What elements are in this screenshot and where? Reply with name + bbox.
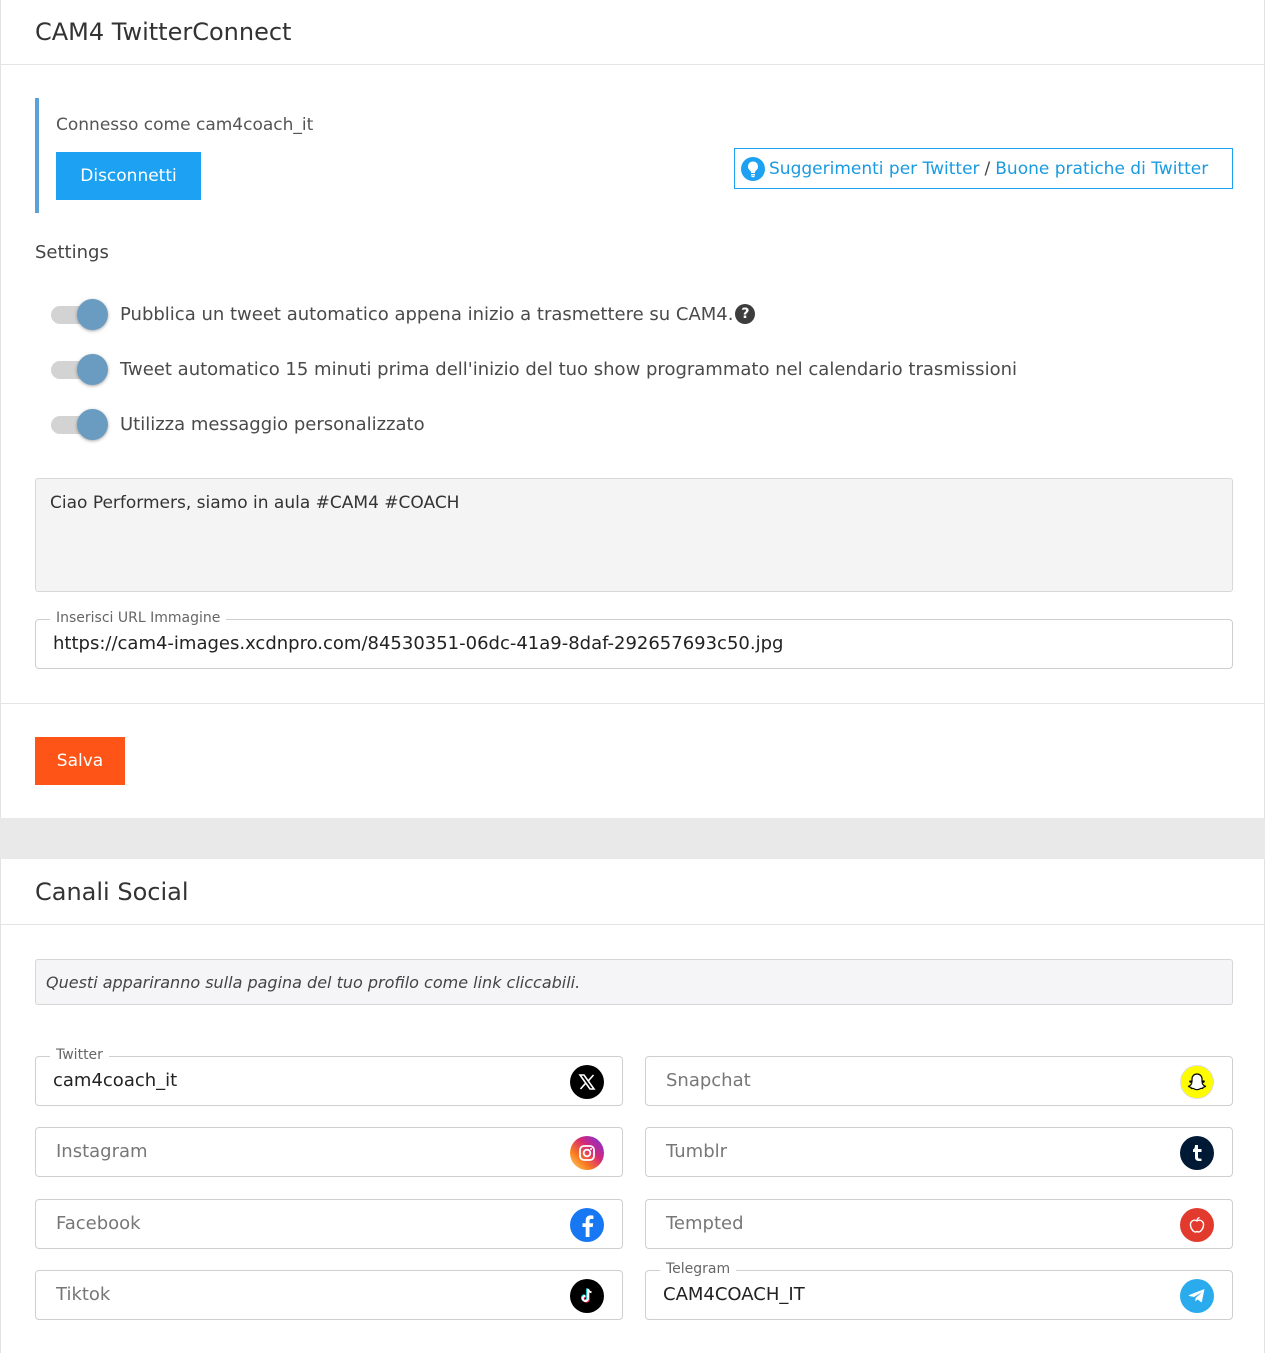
toggle-label: Pubblica un tweet automatico appena inizio a trasmettere su CAM4. bbox=[120, 303, 734, 325]
settings-heading: Settings bbox=[35, 242, 109, 263]
facebook-icon bbox=[570, 1208, 604, 1242]
twitter-value: cam4coach_it bbox=[53, 1070, 178, 1091]
snapchat-icon bbox=[1180, 1065, 1214, 1099]
instagram-icon bbox=[570, 1136, 604, 1170]
toggle-row-auto-tweet-live bbox=[51, 298, 755, 330]
tempted-placeholder: Tempted bbox=[666, 1213, 744, 1234]
snapchat-field[interactable] bbox=[645, 1056, 1233, 1106]
tiktok-icon bbox=[570, 1279, 604, 1313]
tiktok-field[interactable] bbox=[35, 1270, 623, 1320]
disconnect-button[interactable]: Disconnetti bbox=[56, 152, 201, 200]
divider bbox=[1, 703, 1265, 704]
auto-tweet-live-toggle[interactable] bbox=[51, 298, 109, 330]
panel-title: Canali Social bbox=[35, 878, 189, 906]
x-icon bbox=[570, 1065, 604, 1099]
custom-message-toggle[interactable] bbox=[51, 408, 109, 440]
divider bbox=[1, 64, 1265, 65]
custom-message-textarea[interactable]: Ciao Performers, siamo in aula #CAM4 #COACH bbox=[35, 478, 1233, 592]
telegram-value: CAM4COACH_IT bbox=[663, 1284, 805, 1305]
image-url-field[interactable] bbox=[35, 610, 1233, 669]
social-channels-panel bbox=[0, 859, 1265, 1353]
auto-tweet-scheduled-toggle[interactable] bbox=[51, 353, 109, 385]
tumblr-icon bbox=[1180, 1136, 1214, 1170]
tumblr-field[interactable] bbox=[645, 1127, 1233, 1177]
panel-title: CAM4 TwitterConnect bbox=[35, 18, 292, 46]
tempted-field[interactable] bbox=[645, 1199, 1233, 1249]
facebook-placeholder: Facebook bbox=[56, 1213, 141, 1234]
tiktok-placeholder: Tiktok bbox=[56, 1284, 111, 1305]
twitter-label: Twitter bbox=[50, 1047, 109, 1063]
instagram-field[interactable] bbox=[35, 1127, 623, 1177]
twitter-field[interactable] bbox=[35, 1047, 623, 1106]
help-icon[interactable]: ? bbox=[735, 304, 755, 324]
telegram-label: Telegram bbox=[660, 1261, 736, 1277]
twitter-tips-link[interactable]: Suggerimenti per Twitter bbox=[769, 158, 980, 179]
facebook-field[interactable] bbox=[35, 1199, 623, 1249]
twitter-best-practices-link[interactable]: Buone pratiche di Twitter bbox=[995, 158, 1209, 179]
instagram-placeholder: Instagram bbox=[56, 1141, 148, 1162]
telegram-icon bbox=[1180, 1279, 1214, 1313]
toggle-label: Tweet automatico 15 minuti prima dell'inizio del tuo show programmato nel calendario trasmissioni bbox=[120, 358, 1017, 380]
toggle-label: Utilizza messaggio personalizzato bbox=[120, 413, 425, 435]
lightbulb-icon bbox=[741, 157, 765, 181]
toggle-row-auto-tweet-scheduled bbox=[51, 353, 1017, 385]
tumblr-placeholder: Tumblr bbox=[666, 1141, 728, 1162]
image-url-value: https://cam4-images.xcdnpro.com/84530351-06dc-41a9-8daf-292657693c50.jpg bbox=[53, 633, 784, 654]
divider bbox=[1, 924, 1265, 925]
telegram-field[interactable] bbox=[645, 1261, 1233, 1320]
snapchat-placeholder: Snapchat bbox=[666, 1070, 751, 1091]
social-info-box: Questi appariranno sulla pagina del tuo profilo come link cliccabili. bbox=[35, 959, 1233, 1005]
save-button[interactable]: Salva bbox=[35, 737, 125, 785]
image-url-label: Inserisci URL Immagine bbox=[50, 610, 226, 626]
connected-as-text: Connesso come cam4coach_it bbox=[56, 115, 314, 135]
connection-status-box bbox=[35, 98, 635, 213]
tempted-icon bbox=[1180, 1208, 1214, 1242]
toggle-row-custom-message bbox=[51, 408, 425, 440]
link-separator: / bbox=[984, 158, 991, 179]
twitter-tips-box bbox=[734, 148, 1233, 189]
